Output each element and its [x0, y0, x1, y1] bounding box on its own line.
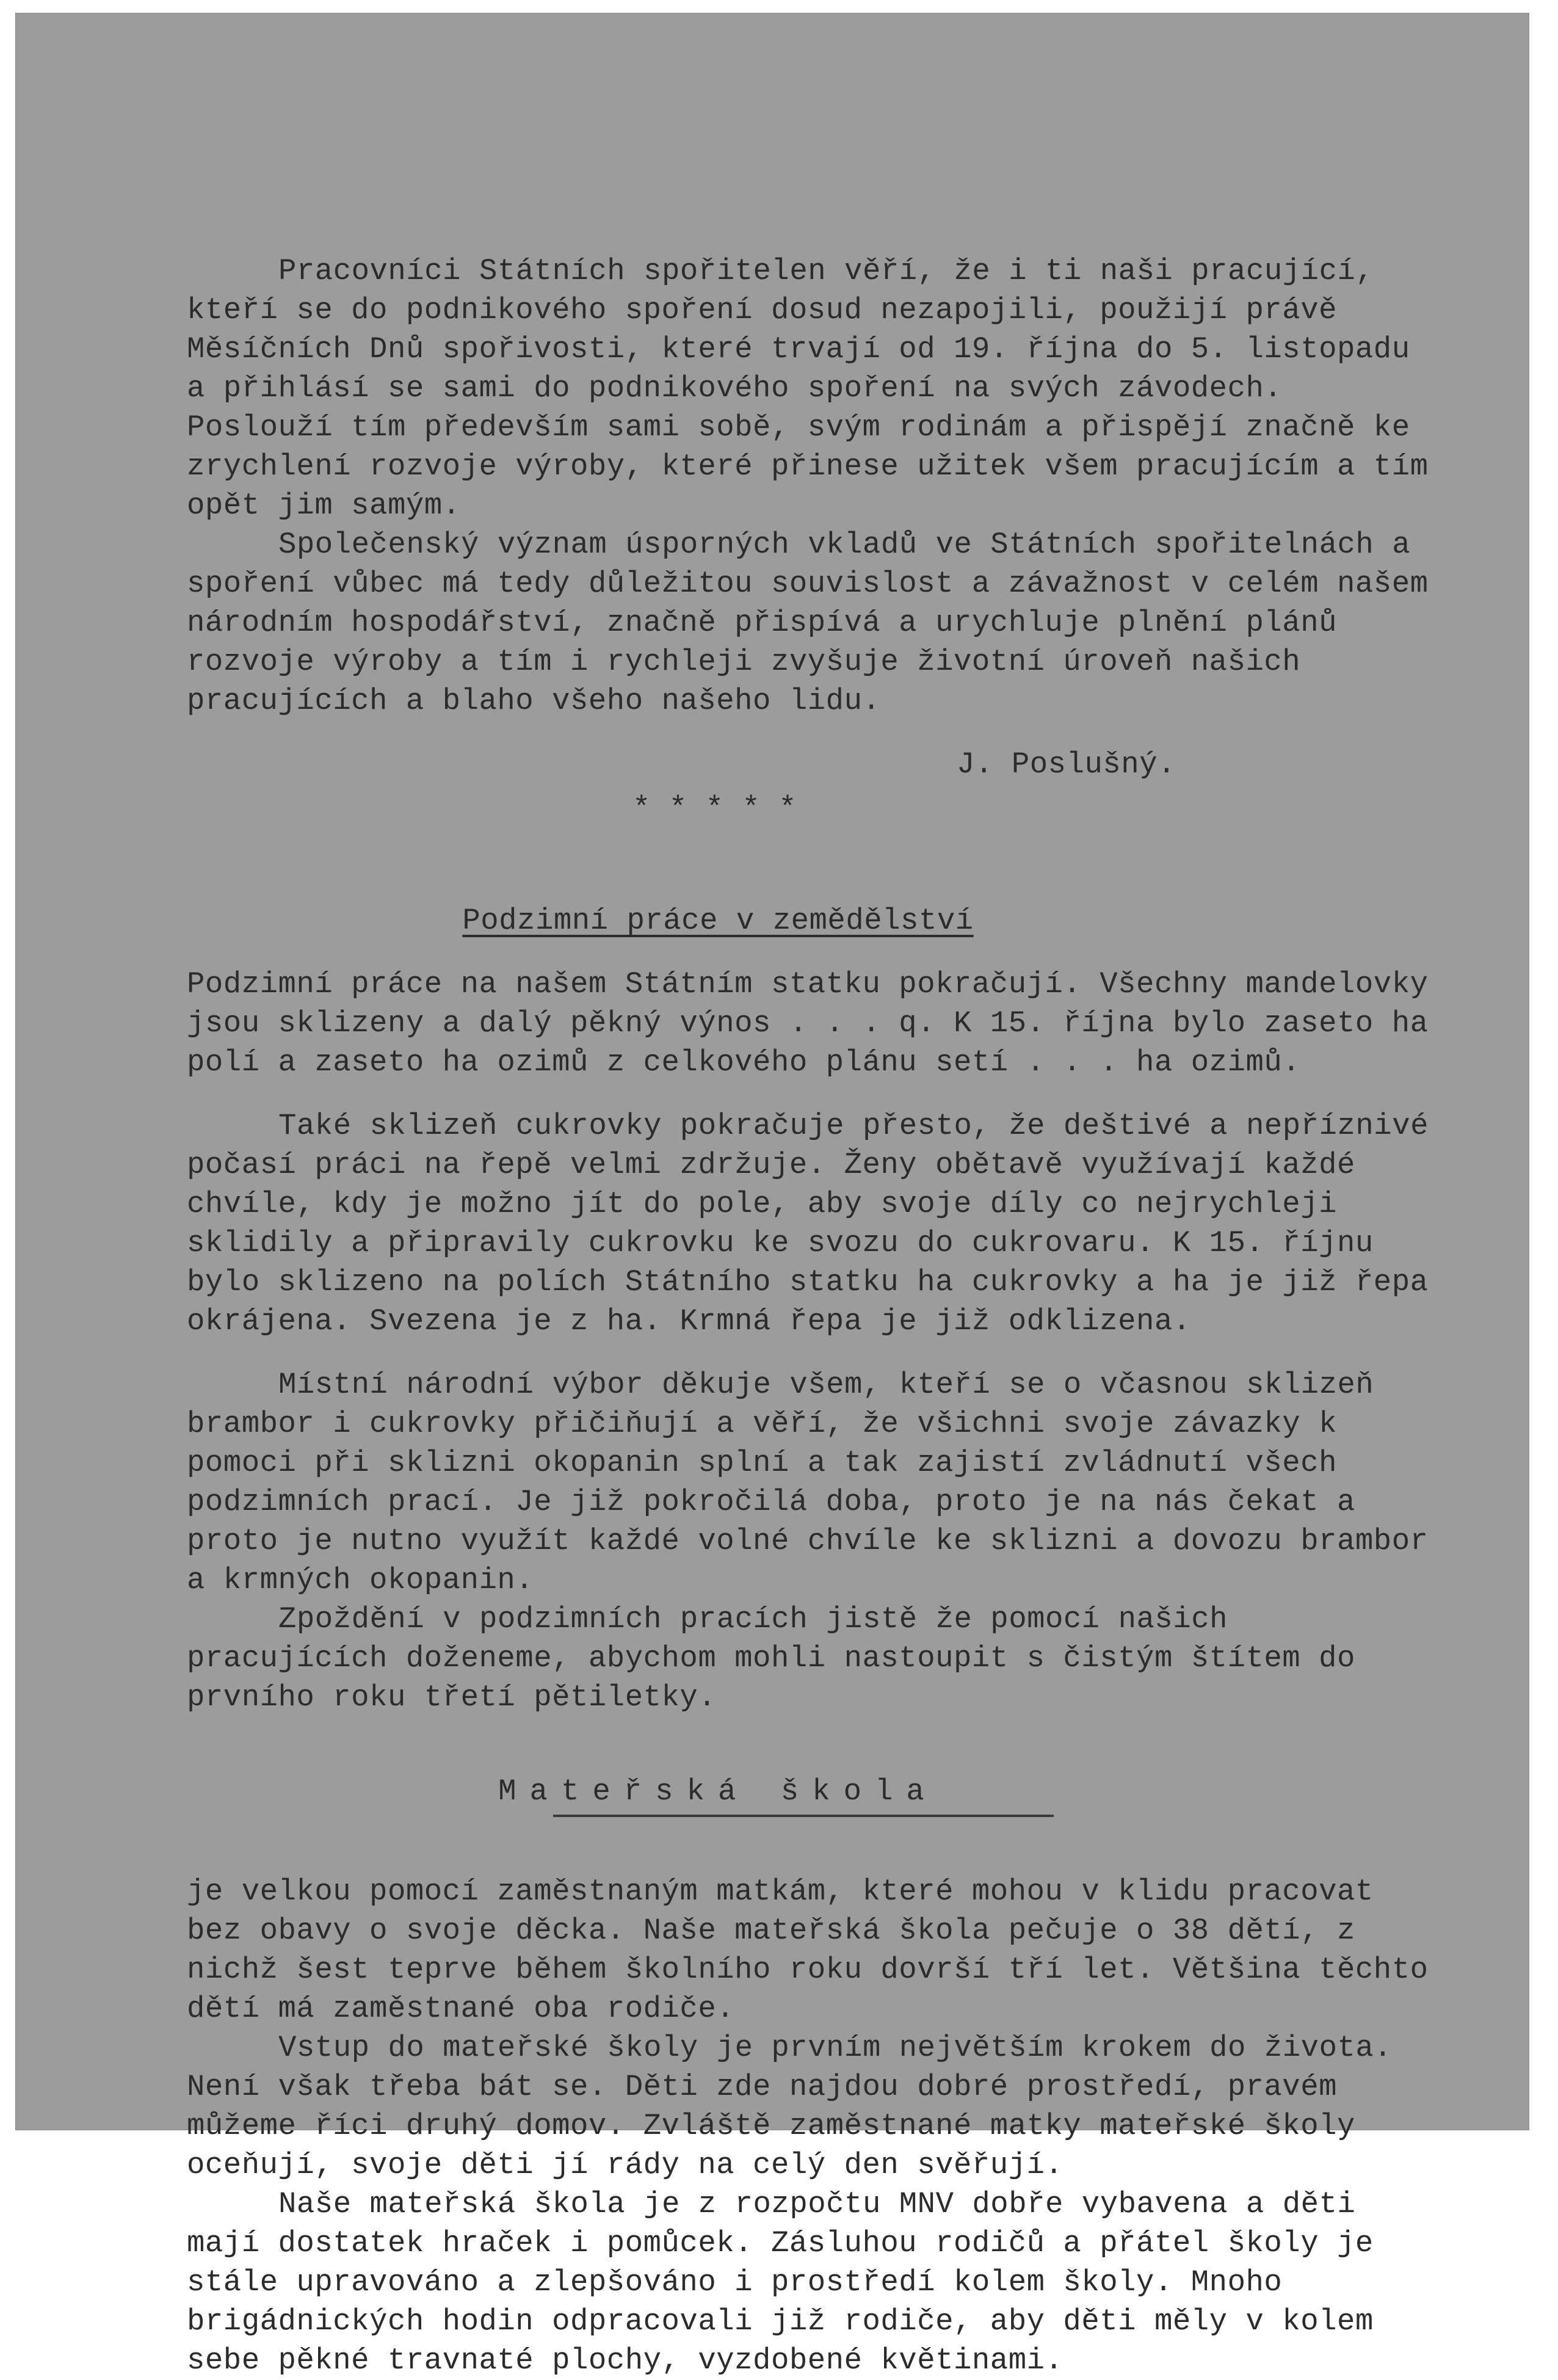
signature: J. Poslušný.: [957, 747, 1176, 782]
paragraph: Zpoždění v podzimních pracích jistě že pomocí našich pracujících doženeme, abychom mohli nastoupit s čistým štítem do prvního roku třetí pětiletky.: [187, 1602, 1355, 1714]
document-page: [16, 13, 1529, 2378]
document-text: [187, 252, 1432, 2380]
paragraph: Místní národní výbor děkuje všem, kteří se o včasnou sklizeň brambor i cukrovky přičiňují a věří, že všichni svoje závazky k pomoci při sklizni okopanin splní a tak zajistí zvládnutí všech podzimních prací. Je již pokročilá doba, proto je na nás čekat a proto je nutno využít každé volné chvíle ke sklizni a dovozu brambor a krmných okopanin.: [187, 1368, 1429, 1597]
separator: * * * * *: [632, 791, 797, 825]
paragraph: Naše mateřská škola je z rozpočtu MNV dobře vybavena a děti mají dostatek hraček i pomůcek. Zásluhou rodičů a přátel školy je stále upravováno a zlepšováno i prostředí kolem školy. Mnoho brigádnických hodin odpracovali již rodiče, aby děti měly v kolem sebe pěkné travnaté plochy, vyzdobené květinami.: [187, 2187, 1374, 2378]
paragraph: Společenský význam úsporných vkladů ve Státních spořitelnách a spoření vůbec má tedy důležitou souvislost a závažnost v celém našem národním hospodářství, značně přispívá a urychluje plnění plánů rozvoje výroby a tím i rychleji zvyšuje životní úroveň našich pracujících a blaho všeho našeho lidu.: [187, 528, 1429, 718]
paragraph: Podzimní práce na našem Státním statku pokračují. Všechny mandelovky jsou sklizeny a dalý pěkný výnos . . . q. K 15. října bylo zaseto ha polí a zaseto ha ozimů z celkového plánu setí . . . ha ozimů.: [187, 967, 1429, 1079]
section-heading: Podzimní práce v zemědělství: [462, 904, 974, 938]
paragraph: je velkou pomocí zaměstnaným matkám, které mohou v klidu pracovat bez obavy o svoje děcka. Naše mateřská škola pečuje o 38 dětí, z nichž šest teprve během školního roku dovrší tří let. Většina těchto dětí má zaměstnané oba rodiče.: [187, 1874, 1429, 2026]
section-heading: Mateřská škola: [498, 1774, 938, 1809]
paragraph: Také sklizeň cukrovky pokračuje přesto, že deštivé a nepříznivé počasí práci na řepě velmi zdržuje. Ženy obětavě využívají každé chvíle, kdy je možno jít do pole, aby svoje díly co nejrychleji sklidily a připravily cukrovku ke svozu do cukrovaru. K 15. říjnu bylo sklizeno na polích Státního statku ha cukrovky a ha je již řepa okrájena. Svezena je z ha. Krmná řepa je již odklizena.: [187, 1109, 1429, 1338]
paragraph: Vstup do mateřské školy je prvním největším krokem do života. Není však třeba bát se. Děti zde najdou dobré prostředí, pravém můžeme říci druhý domov. Zvláště zaměstnané matky mateřské školy oceňují, svoje děti jí rády na celý den svěřují.: [187, 2031, 1393, 2182]
paragraph: Pracovníci Státních spořitelen věří, že i ti naši pracující, kteří se do podnikového spoření dosud nezapojili, použijí právě Měsíčních Dnů spořivosti, které trvají od 19. října do 5. listopadu a přihlásí se sami do podnikového spoření na svých závodech. Poslouží tím především sami sobě, svým rodinám a přispějí značně ke zrychlení rozvoje výroby, které přinese užitek všem pracujícím a tím opět jim samým.: [187, 254, 1429, 523]
